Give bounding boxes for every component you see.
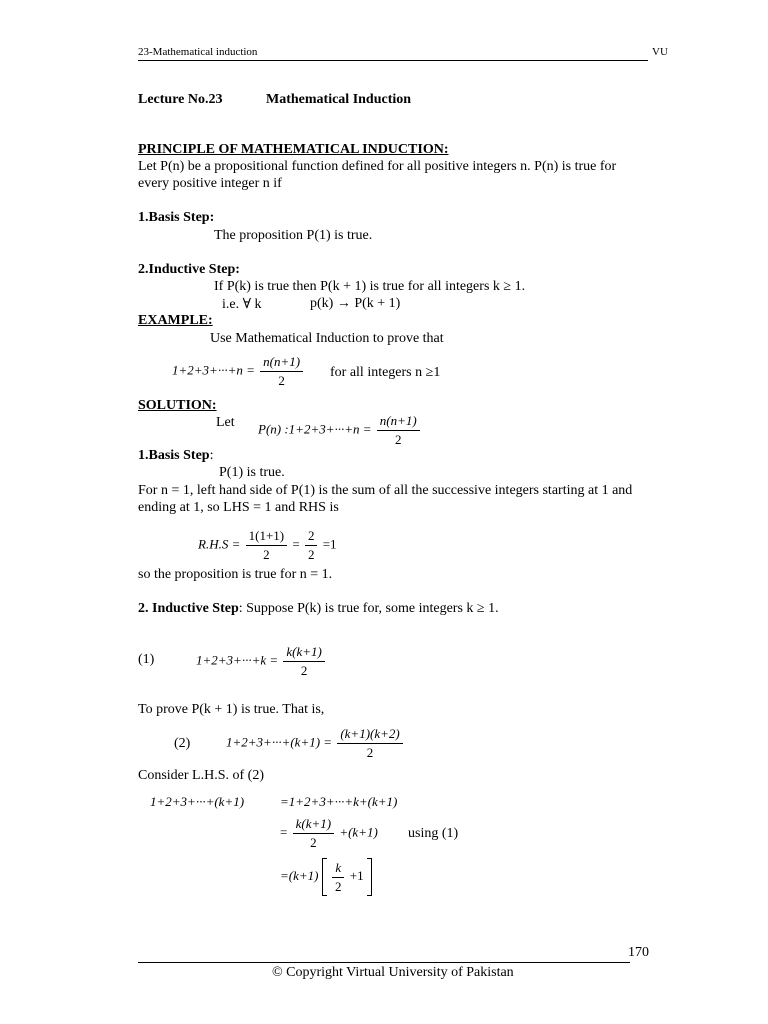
running-header-left: 23-Mathematical induction — [138, 46, 258, 58]
derivation-3-numerator: k — [332, 860, 344, 878]
example-text: Use Mathematical Induction to prove that — [210, 331, 444, 346]
equation-1 — [196, 644, 327, 679]
rhs-fraction-1 — [246, 528, 288, 563]
inductive2-heading: 2. Inductive Step — [138, 601, 239, 616]
derivation-2-numerator: k(k+1) — [293, 816, 334, 834]
rhs-result: =1 — [322, 536, 337, 552]
equation-1-denominator: 2 — [300, 663, 308, 678]
example-heading: EXAMPLE: — [138, 313, 213, 328]
equation-2-label: (2) — [174, 736, 191, 751]
inductive-heading: 2.Inductive Step: — [138, 262, 240, 277]
example-lhs: 1+2+3+···+n = — [172, 362, 255, 378]
basis2-conclusion: so the proposition is true for n = 1. — [138, 567, 333, 582]
principle-line-2: every positive integer n if — [138, 176, 282, 191]
example-denominator: 2 — [278, 373, 285, 388]
example-numerator: n(n+1) — [260, 354, 303, 372]
derivation-line-3 — [280, 858, 372, 896]
inductive-ie: i.e. ∀ k — [222, 297, 262, 312]
derivation-2-fraction — [293, 816, 334, 851]
inductive2-row — [138, 601, 499, 617]
equation-1-fraction — [283, 644, 324, 679]
equation-1-lhs: 1+2+3+···+k = — [196, 652, 279, 668]
rhs-fraction-2 — [305, 528, 318, 563]
equation-1-numerator: k(k+1) — [283, 644, 324, 662]
footer-rule — [138, 962, 630, 963]
equation-2-fraction — [337, 726, 402, 761]
inductive2-text: : Suppose P(k) is true for, some integers k ≥ 1. — [238, 601, 499, 616]
example-formula — [172, 354, 305, 389]
page-number: 170 — [628, 945, 649, 960]
left-bracket-icon — [322, 858, 327, 896]
header-rule — [138, 60, 648, 61]
derivation-line-1: =1+2+3+···+k+(k+1) — [280, 794, 398, 809]
basis2-colon: : — [209, 448, 214, 463]
solution-formula — [258, 413, 422, 448]
equation-2-numerator: (k+1)(k+2) — [337, 726, 402, 744]
rhs-denominator-2: 2 — [307, 547, 315, 562]
derivation-lhs: 1+2+3+···+(k+1) — [150, 794, 245, 809]
derivation-3-denominator: 2 — [334, 878, 342, 894]
derivation-3-prefix: =(k+1) — [280, 867, 319, 883]
derivation-3-fraction — [332, 860, 345, 895]
basis2-line-1: P(1) is true. — [219, 465, 285, 480]
lecture-number: Lecture No.23 — [138, 92, 223, 107]
consider-text: Consider L.H.S. of (2) — [138, 768, 264, 783]
rhs-numerator-2: 2 — [305, 528, 318, 546]
rhs-label: R.H.S = — [198, 536, 241, 552]
copyright-text: © Copyright Virtual University of Pakistan — [272, 965, 514, 980]
basis2-line-3: ending at 1, so LHS = 1 and RHS is — [138, 500, 339, 515]
basis-text: The proposition P(1) is true. — [214, 228, 373, 243]
lecture-title: Mathematical Induction — [266, 92, 412, 107]
solution-denominator: 2 — [395, 432, 402, 447]
basis2-heading: 1.Basis Step — [138, 448, 210, 463]
derivation-2-equals: = — [280, 824, 288, 840]
rhs-denominator-1: 2 — [263, 547, 270, 562]
running-header-right: VU — [652, 46, 668, 58]
solution-heading: SOLUTION: — [138, 398, 217, 413]
equation-1-label: (1) — [138, 652, 155, 667]
equation-2-denominator: 2 — [366, 745, 374, 760]
derivation-2-tail: +(k+1) — [339, 824, 378, 840]
basis2-heading-row — [138, 448, 213, 464]
derivation-3-tail: +1 — [349, 867, 364, 883]
basis2-line-2: For n = 1, left hand side of P(1) is the sum of all the successive integers starting at 1 and — [138, 483, 633, 498]
solution-let: Let — [216, 415, 235, 430]
equation-2-lhs: 1+2+3+···+(k+1) = — [226, 734, 333, 750]
example-condition: for all integers n ≥1 — [330, 365, 441, 380]
rhs-formula — [198, 528, 337, 563]
principle-line-1: Let P(n) be a propositional function defined for all positive integers n. P(n) is true for — [138, 159, 617, 174]
derivation-line-2 — [280, 816, 378, 851]
derivation-2-denominator: 2 — [310, 835, 317, 850]
principle-heading: PRINCIPLE OF MATHEMATICAL INDUCTION: — [138, 142, 449, 157]
solution-lhs: P(n) :1+2+3+···+n = — [258, 421, 372, 437]
right-bracket-icon — [367, 858, 372, 896]
inductive-implication: p(k) → P(k + 1) — [310, 296, 401, 311]
inductive-line-1: If P(k) is true then P(k + 1) is true for all integers k ≥ 1. — [214, 279, 526, 294]
prove-text: To prove P(k + 1) is true. That is, — [138, 702, 325, 717]
derivation-2-note: using (1) — [408, 826, 459, 841]
solution-numerator: n(n+1) — [377, 413, 420, 431]
basis-heading: 1.Basis Step: — [138, 210, 215, 225]
rhs-numerator-1: 1(1+1) — [246, 528, 288, 546]
solution-fraction — [377, 413, 420, 448]
rhs-equals: = — [292, 536, 300, 552]
equation-2 — [226, 726, 405, 761]
example-fraction — [260, 354, 303, 389]
